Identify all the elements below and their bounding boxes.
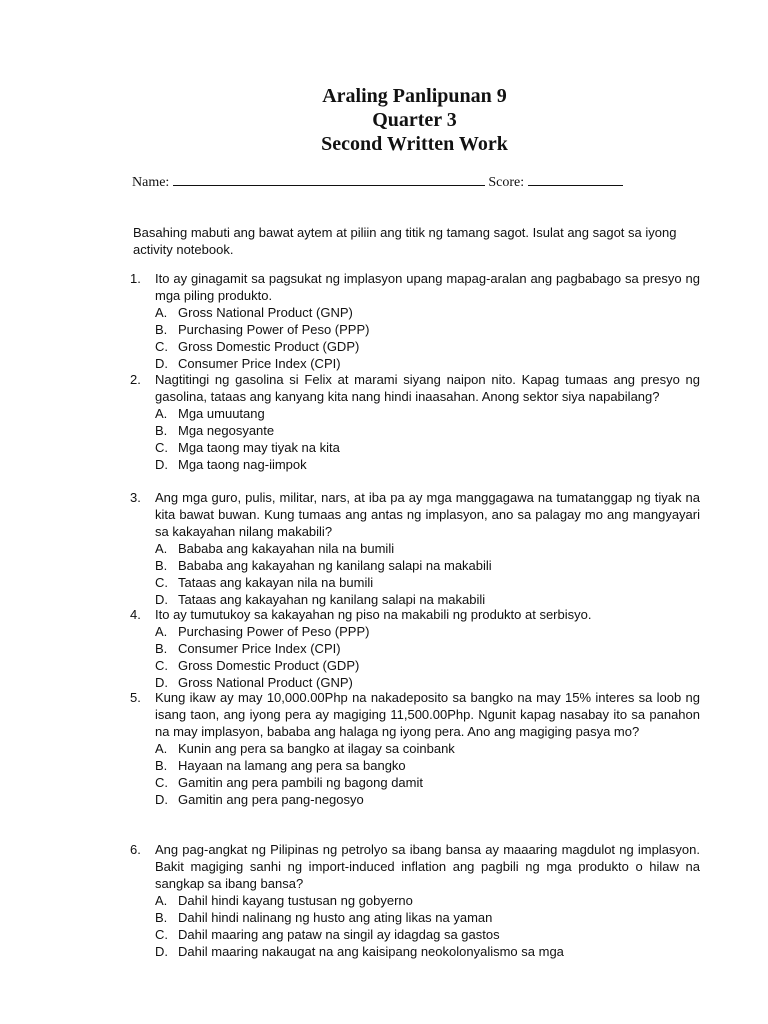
question-item (130, 841, 700, 960)
option-letter: B. (155, 641, 168, 656)
option-text: Dahil hindi kayang tustusan ng gobyerno (178, 893, 413, 908)
option-item (155, 405, 700, 422)
option-letter: D. (155, 592, 168, 607)
question-number: 2. (130, 372, 141, 387)
option-list (130, 623, 700, 691)
question-number: 5. (130, 690, 141, 705)
option-letter: D. (155, 675, 168, 690)
question-item (130, 371, 700, 473)
option-item (155, 574, 700, 591)
score-label: Score: (488, 175, 525, 190)
question-number: 1. (130, 271, 141, 286)
question-item (130, 270, 700, 372)
option-item (155, 909, 700, 926)
option-letter: B. (155, 322, 168, 337)
option-text: Consumer Price Index (CPI) (178, 641, 341, 656)
option-text: Purchasing Power of Peso (PPP) (178, 322, 370, 337)
option-item (155, 623, 700, 640)
option-text: Gamitin ang pera pambili ng bagong damit (178, 775, 423, 790)
option-letter: A. (155, 406, 168, 421)
question-stem: Kung ikaw ay may 10,000.00Php na nakadeposito sa bangko na may 15% interes sa loob ng isang taon, ang iyong pera ay magiging 11,500.00Php. Ngunit kapag nasabay ito sa panahon na may implasyon, bababa ang halaga ng iyong pera. Ano ang magiging pasya mo? (155, 690, 700, 739)
option-item (155, 321, 700, 338)
option-letter: D. (155, 792, 168, 807)
option-letter: C. (155, 440, 168, 455)
option-item (155, 355, 700, 372)
option-list (130, 405, 700, 473)
option-item (155, 757, 700, 774)
option-text: Kunin ang pera sa bangko at ilagay sa coinbank (178, 741, 455, 756)
option-text: Gross Domestic Product (GDP) (178, 339, 360, 354)
score-blank (528, 173, 623, 186)
option-letter: C. (155, 575, 168, 590)
option-text: Consumer Price Index (CPI) (178, 356, 341, 371)
option-letter: A. (155, 893, 168, 908)
question-number: 3. (130, 490, 141, 505)
option-letter: A. (155, 741, 168, 756)
option-item (155, 791, 700, 808)
option-letter: C. (155, 339, 168, 354)
quarter-title: Quarter 3 (372, 109, 457, 131)
option-letter: A. (155, 305, 168, 320)
name-blank (173, 173, 485, 186)
question-stem: Ito ay tumutukoy sa kakayahan ng piso na makabili ng produkto at serbisyo. (155, 607, 592, 622)
option-letter: B. (155, 423, 168, 438)
option-text: Gross National Product (GNP) (178, 675, 353, 690)
option-text: Mga taong nag-iimpok (178, 457, 307, 472)
name-label: Name: (132, 175, 170, 190)
option-item (155, 456, 700, 473)
option-letter: B. (155, 558, 168, 573)
option-letter: A. (155, 541, 168, 556)
question-stem: Nagtitingi ng gasolina si Felix at marami siyang naipon nito. Kapag tumaas ang presyo ng gasolina, tataas ang kanyang kita nang hindi inaasahan. Anong sektor siya napabilang? (155, 372, 700, 404)
work-title: Second Written Work (321, 133, 508, 155)
option-text: Mga negosyante (178, 423, 275, 438)
option-item (155, 774, 700, 791)
option-text: Dahil maaring nakaugat na ang kaisipang neokolonyalismo sa mga (178, 944, 564, 959)
question-stem: Ang pag-angkat ng Pilipinas ng petrolyo sa ibang bansa ay maaaring magdulot ng implasyon. Bakit magiging sanhi ng import-induced inflation ang pagbili ng mga produkto o hilaw na sangkap sa ibang bansa? (155, 842, 700, 891)
option-item (155, 926, 700, 943)
option-text: Bababa ang kakayahan nila na bumili (178, 541, 395, 556)
subject-title: Araling Panlipunan 9 (322, 85, 507, 107)
option-text: Tataas ang kakayahan ng kanilang salapi na makabili (178, 592, 486, 607)
option-list (130, 740, 700, 808)
option-text: Dahil maaring ang pataw na singil ay idagdag sa gastos (178, 927, 500, 942)
question-number: 4. (130, 607, 141, 622)
option-letter: B. (155, 910, 168, 925)
option-item (155, 740, 700, 757)
option-text: Hayaan na lamang ang pera sa bangko (178, 758, 406, 773)
instructions (133, 224, 699, 258)
option-letter: D. (155, 457, 168, 472)
option-item (155, 557, 700, 574)
option-letter: C. (155, 775, 168, 790)
option-item (155, 540, 700, 557)
option-item (155, 304, 700, 321)
question-number: 6. (130, 842, 141, 857)
question-stem: Ito ay ginagamit sa pagsukat ng implasyon upang mapag-aralan ang pagbabago sa presyo ng mga piling produkto. (155, 271, 700, 303)
instructions-text: Basahing mabuti ang bawat aytem at piliin ang titik ng tamang sagot. Isulat ang sagot sa iyong activity notebook. (133, 225, 677, 257)
option-text: Mga taong may tiyak na kita (178, 440, 340, 455)
option-text: Tataas ang kakayan nila na bumili (178, 575, 374, 590)
option-list (130, 540, 700, 608)
question-item (130, 689, 700, 808)
option-text: Bababa ang kakayahan ng kanilang salapi na makabili (178, 558, 492, 573)
option-item (155, 657, 700, 674)
option-list (130, 304, 700, 372)
option-letter: D. (155, 944, 168, 959)
option-item (155, 640, 700, 657)
option-item (155, 892, 700, 909)
option-letter: A. (155, 624, 168, 639)
option-letter: C. (155, 658, 168, 673)
option-item (155, 338, 700, 355)
option-letter: B. (155, 758, 168, 773)
option-text: Mga umuutang (178, 406, 265, 421)
option-letter: D. (155, 356, 168, 371)
option-text: Gross Domestic Product (GDP) (178, 658, 360, 673)
option-text: Gross National Product (GNP) (178, 305, 353, 320)
question-item (130, 606, 700, 691)
option-text: Purchasing Power of Peso (PPP) (178, 624, 370, 639)
option-item (155, 422, 700, 439)
option-letter: C. (155, 927, 168, 942)
option-text: Dahil hindi nalinang ng husto ang ating likas na yaman (178, 910, 493, 925)
option-item (155, 439, 700, 456)
option-text: Gamitin ang pera pang-negosyo (178, 792, 364, 807)
question-stem: Ang mga guro, pulis, militar, nars, at iba pa ay mga manggagawa na tumatanggap ng tiyak na kita bawat buwan. Kung tumaas ang antas ng implasyon, ano sa palagay mo ang mangyayari sa kakayahan nilang makabili? (155, 490, 700, 539)
option-list (130, 892, 700, 960)
question-item (130, 489, 700, 608)
name-score-line (132, 173, 623, 191)
option-item (155, 943, 700, 960)
